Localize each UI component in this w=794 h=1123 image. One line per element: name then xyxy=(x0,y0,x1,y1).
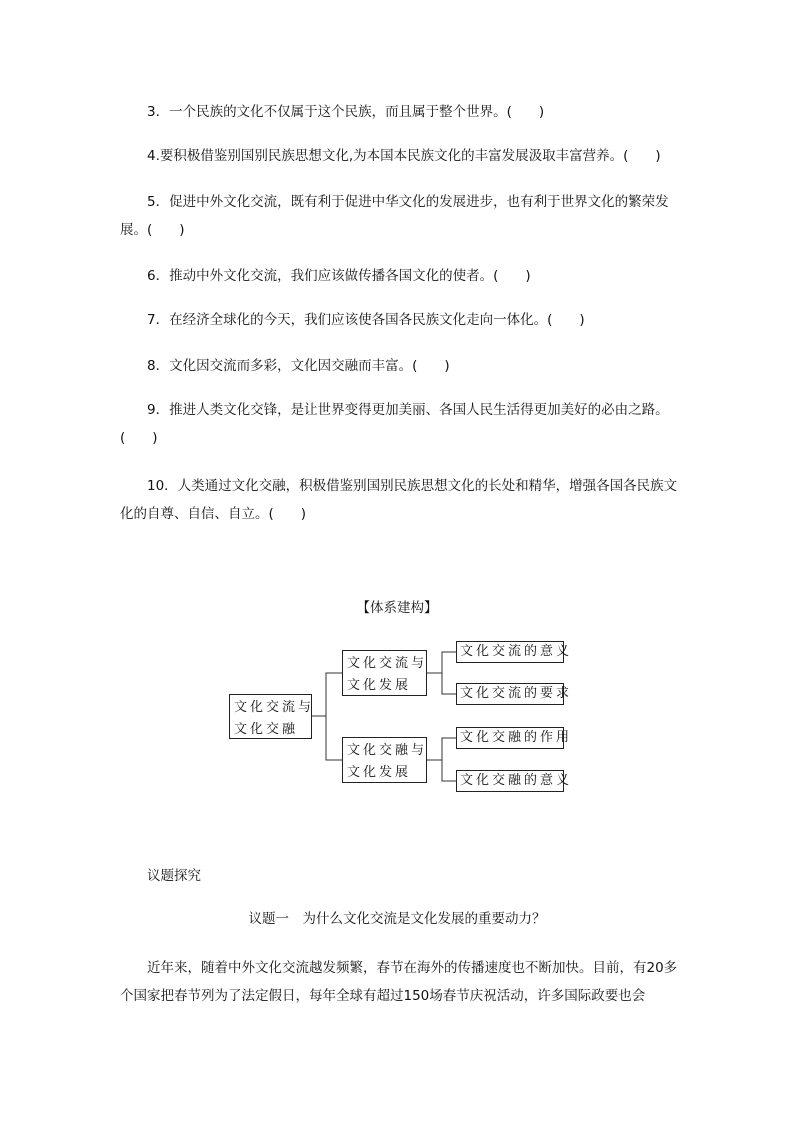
question-3: 3．一个民族的文化不仅属于这个民族，而且属于整个世界。( ) xyxy=(147,104,545,120)
question-4: 4.要积极借鉴别国别民族思想文化,为本国本民族文化的丰富发展汲取丰富营养。( ) xyxy=(147,148,661,164)
connector-branch2-leaf3 xyxy=(427,738,456,760)
leaf-3-label: 文化交融的作用 xyxy=(460,730,573,745)
leaf-2-label: 文化交流的要求 xyxy=(460,686,573,701)
system-section-title: 【体系建构】 xyxy=(356,600,438,616)
diagram-leaf-fusion-role xyxy=(456,727,573,749)
inquiry-paragraph: 近年来，随着中外文化交流越发频繁，春节在海外的传播速度也不断加快。目前，有20多个国家把春节列为了法定假日，每年全球有超过150场春节庆祝活动，许多国际政要也会 xyxy=(120,960,678,1004)
diagram-leaf-exchange-meaning xyxy=(456,641,573,663)
inquiry-heading: 议题探究 xyxy=(147,868,201,884)
root-line-1: 文化交流与 xyxy=(234,700,315,715)
question-10: 10．人类通过文化交融，积极借鉴别国别民族思想文化的长处和精华，增强各国各民族文化的自尊、自信、自立。( ) xyxy=(120,478,678,522)
question-7: 7．在经济全球化的今天，我们应该使各国各民族文化走向一体化。( ) xyxy=(147,312,585,328)
leaf-1-label: 文化交流的意义 xyxy=(460,644,573,659)
branch1-line-2: 文化发展 xyxy=(347,678,412,693)
branch2-line-1: 文化交融与 xyxy=(347,743,428,758)
diagram-root-node xyxy=(229,694,315,739)
question-8: 8．文化因交流而多彩，文化因交融而丰富。( ) xyxy=(147,358,450,374)
diagram-branch-fusion xyxy=(342,737,427,783)
question-6: 6．推动中外文化交流，我们应该做传播各国文化的使者。( ) xyxy=(147,268,531,284)
connector-root-branch2 xyxy=(326,716,342,760)
connector-root-branch1 xyxy=(311,673,342,716)
diagram-leaf-exchange-requirements xyxy=(456,683,573,705)
question-9: 9．推进人类文化交锋，是让世界变得更加美丽、各国人民生活得更加美好的必由之路。( ) xyxy=(120,402,669,446)
branch1-line-1: 文化交流与 xyxy=(347,656,428,671)
connector-branch1-leaf1 xyxy=(427,652,456,673)
connector-branch2-leaf4 xyxy=(442,760,456,781)
branch2-line-2: 文化发展 xyxy=(347,765,412,780)
leaf-4-label: 文化交融的意义 xyxy=(460,773,573,788)
connector-branch1-leaf2 xyxy=(442,673,456,694)
inquiry-topic-title: 议题一 为什么文化交流是文化发展的重要动力？ xyxy=(248,911,546,927)
diagram-leaf-fusion-meaning xyxy=(456,770,573,792)
root-line-2: 文化交融 xyxy=(234,722,299,737)
question-5: 5．促进中外文化交流，既有利于促进中华文化的发展进步，也有利于世界文化的繁荣发展。( ) xyxy=(120,194,669,238)
diagram-branch-exchange xyxy=(342,650,427,696)
